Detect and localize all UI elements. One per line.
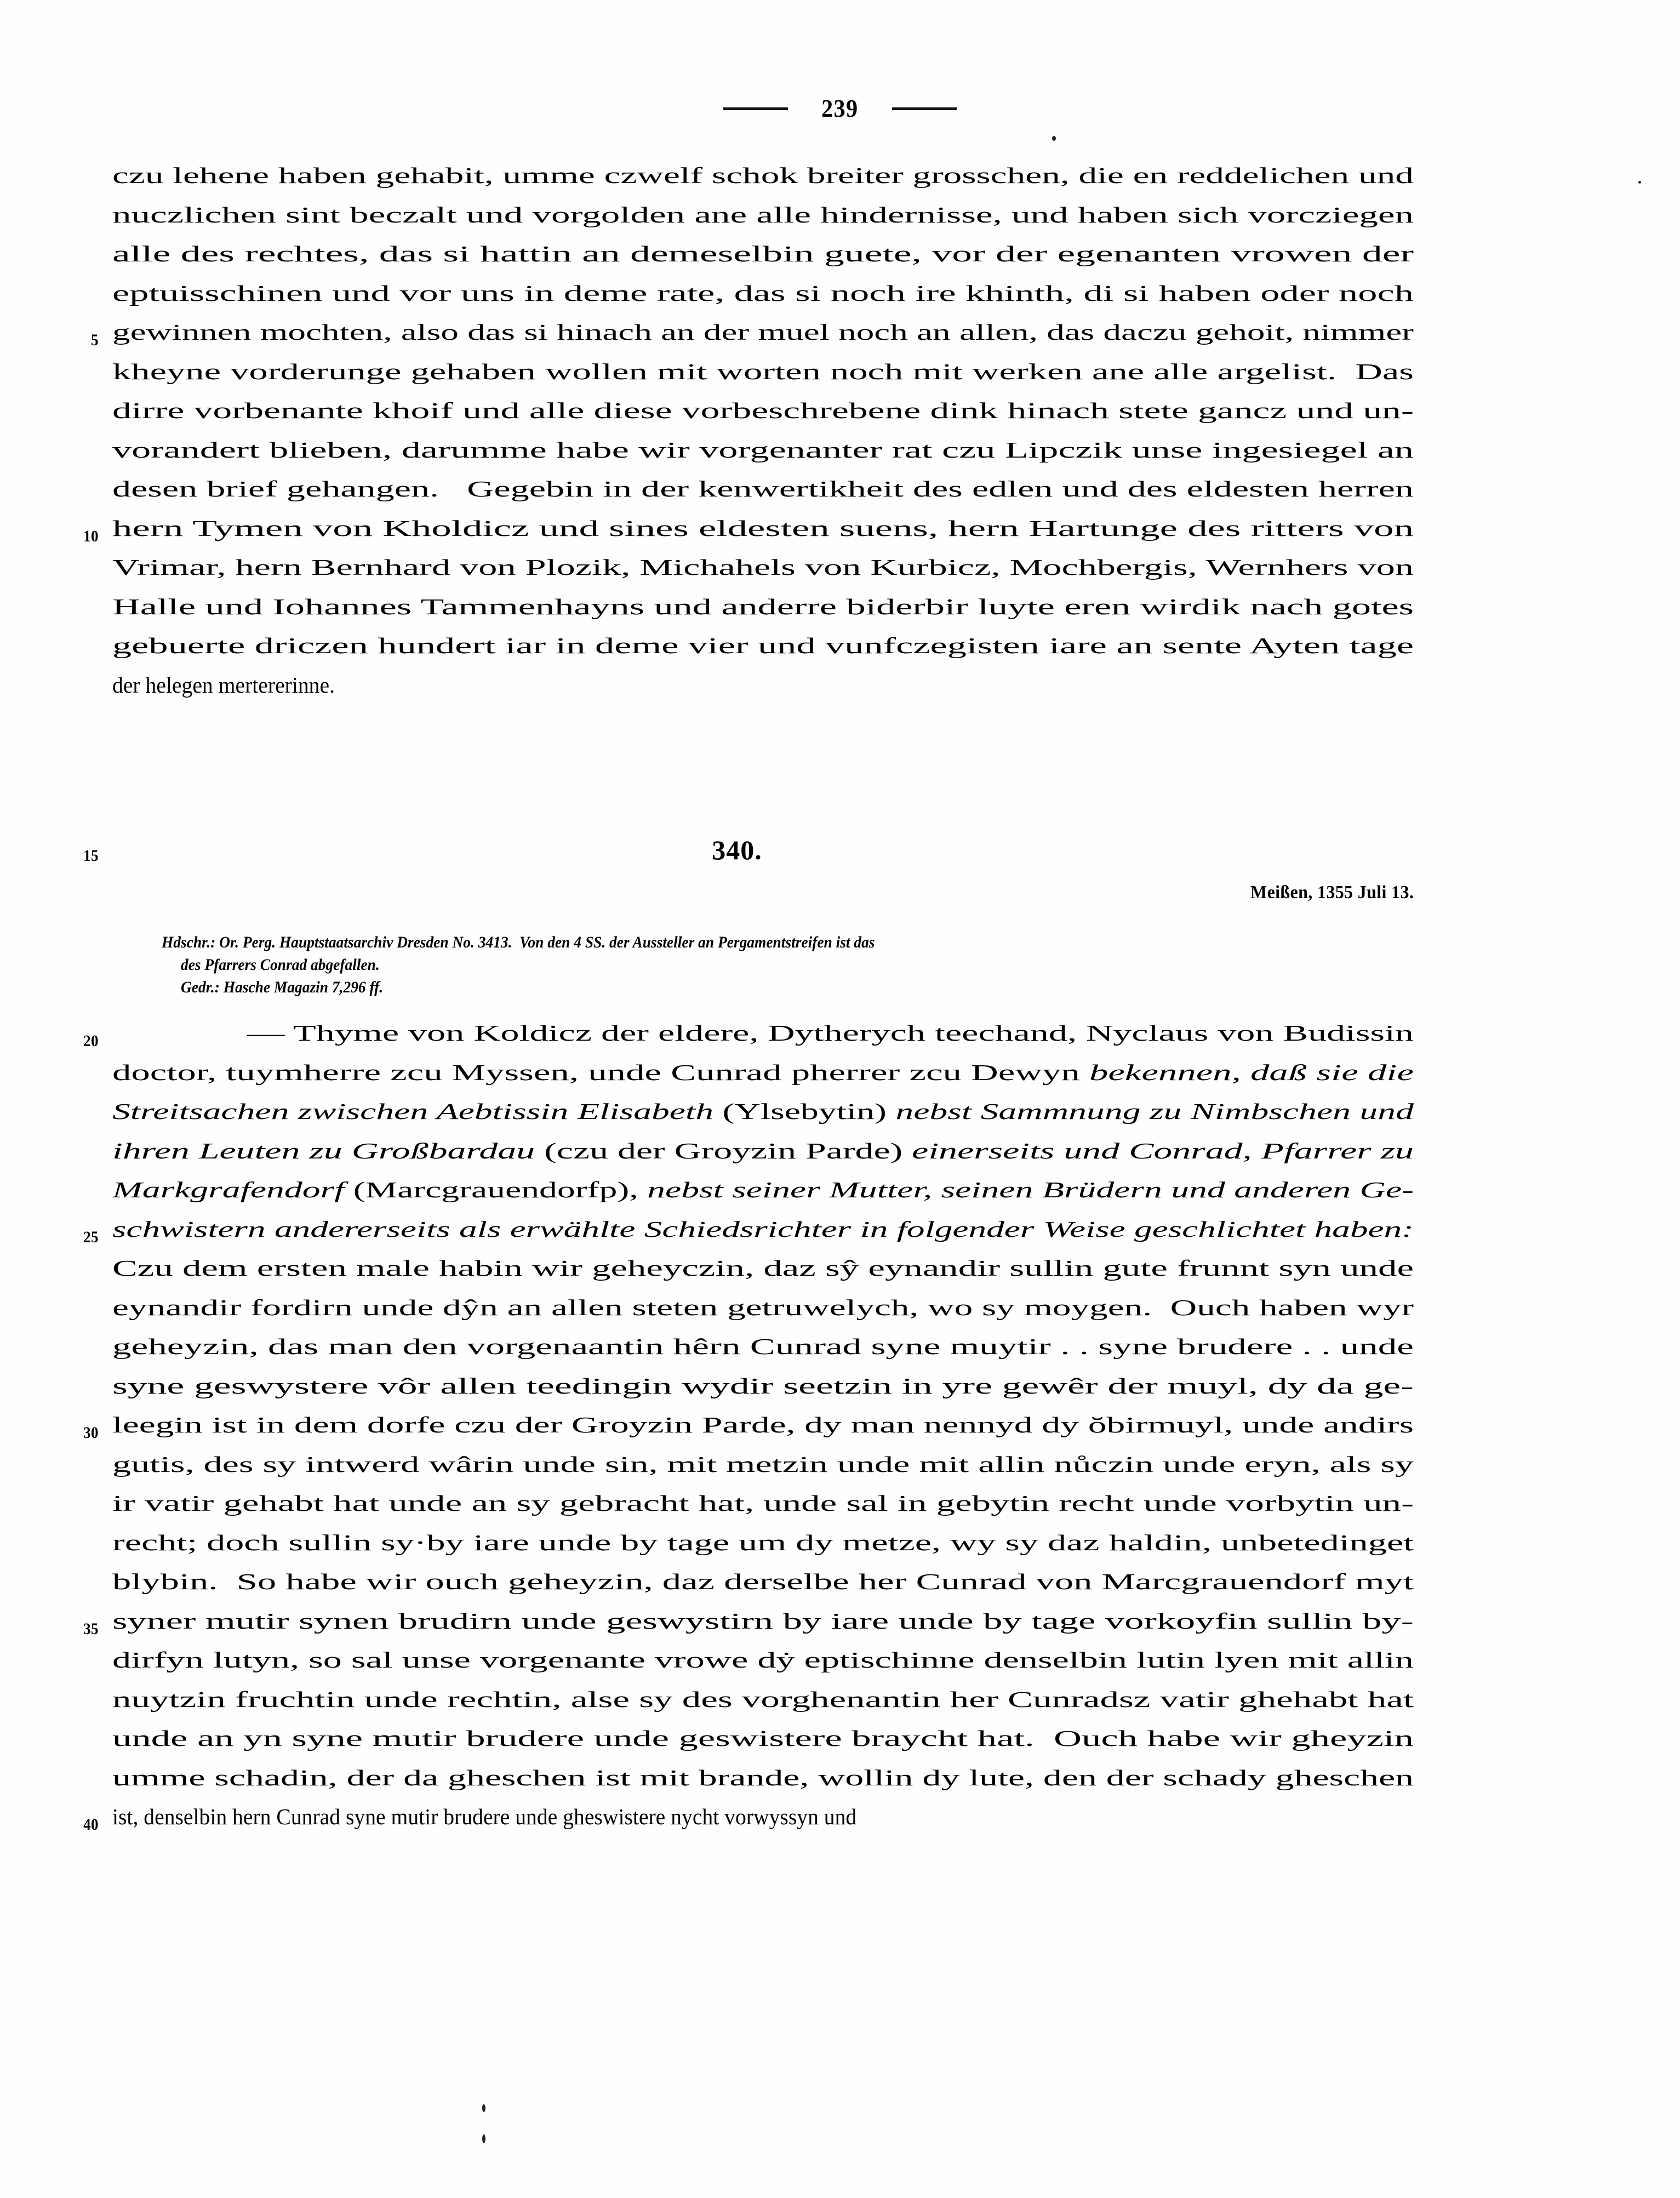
line-number: 25 [83, 1228, 99, 1246]
text-line: eptuisschinen und vor uns in deme rate, das si noch ire khinth, di si haben oder noch [112, 280, 1414, 306]
charter-text-roman: Czu dem ersten male habin wir geheyczin, daz sŷ eynandir sullin gute frunnt syn unde [112, 1255, 1414, 1281]
text-line: gebuerte driczen hundert iar in deme vier und vunfczegisten iare an sente Ayten tage [112, 633, 1414, 658]
charter-text-roman: doctor, tuymherre zcu Myssen, unde Cunrad pherrer zcu Dewyn [112, 1059, 1089, 1085]
charter-text-roman: recht; doch sullin sy·by iare unde by tage um dy metze, wy sy daz haldin, unbetedinget [112, 1529, 1414, 1555]
text-line: alle des rechtes, das si hattin an demeselbin guete, vor der egenanten vrowen der [112, 241, 1414, 266]
text-line: czu lehene haben gehabit, umme czwelf schok breiter grosschen, die en reddelichen und [112, 163, 1414, 188]
charter-number: 340. [712, 835, 762, 865]
charter-text-roman: syne geswystere vôr allen teedingin wydir seetzin in yre gewêr der muyl, dy da ge- [112, 1373, 1414, 1398]
text-line [112, 1529, 1414, 1571]
charter-text-roman: blybin. So habe wir ouch geheyzin, daz derselbe her Cunrad von Marcgrauendorf myt [112, 1569, 1414, 1594]
running-head [0, 96, 1680, 121]
text-line: der helegen mertererinne. [112, 672, 335, 698]
text-line [112, 1649, 1414, 1688]
apparatus-line: Gedr.: Hasche Magazin 7,296 ff. [181, 979, 384, 996]
regest-italic: ihren Leuten zu Großbardau [112, 1138, 545, 1163]
regest-italic: bekennen, daß sie die [1089, 1059, 1414, 1085]
regest-italic: einerseits und Conrad, Pfarrer zu [912, 1138, 1414, 1163]
header-rule-right [892, 107, 957, 110]
text-line: gewinnen mochten, also das si hinach an der muel noch an allen, das daczu gehoit, nimmer [112, 319, 1414, 345]
line-number: 40 [83, 1816, 99, 1834]
text-line [112, 1218, 1414, 1258]
line-number: 30 [83, 1424, 99, 1442]
text-line [112, 1610, 1414, 1649]
line-number: 10 [83, 527, 99, 545]
line-number: 35 [83, 1619, 99, 1638]
charter-text-roman: eynandir fordirn unde dŷn an allen steten getruwelych, wo sy moygen. Ouch haben wyr [112, 1294, 1414, 1320]
text-line: Halle und Iohannes Tammenhayns und anderre biderbir luyte eren wirdik nach gotes [112, 593, 1414, 619]
scan-speck [482, 2134, 485, 2143]
text-line [112, 1061, 1414, 1101]
text-line: dirre vorbenante khoif und alle diese vorbeschrebene dink hinach stete gancz und un- [112, 398, 1414, 423]
text-line: nuczlichen sint beczalt und vorgolden ane alle hindernisse, und haben sich vorcziegen [112, 202, 1414, 227]
charter-text-roman: — Thyme von Koldicz der eldere, Dytherych teechand, Nyclaus von Budissin [247, 1020, 1414, 1046]
text-line [112, 1100, 1414, 1140]
text-line [112, 1492, 1414, 1532]
scan-speck [1638, 181, 1641, 184]
apparatus-line: des Pfarrers Conrad abgefallen. [181, 956, 380, 974]
charter-text-roman: nuytzin fruchtin unde rechtin, alse sy des vorghenantin her Cunradsz vatir ghehabt hat [112, 1686, 1414, 1712]
regest-italic: nebst seiner Mutter, seinen Brüdern und anderen Ge- [647, 1177, 1414, 1202]
text-line: vorandert blieben, darumme habe wir vorgenanter rat czu Lipczik unse ingesiegel an [112, 437, 1414, 463]
text-line [112, 1257, 1414, 1297]
text-line: kheyne vorderunge gehaben wollen mit worten noch mit werken ane alle argelist. Das [112, 358, 1414, 384]
charter-text-roman: (Ylsebytin) [722, 1099, 896, 1124]
text-line [112, 1688, 1414, 1728]
text-line [112, 1140, 1414, 1179]
text-line [112, 1294, 1414, 1336]
regest-italic: schwistern andererseits als erwählte Schiedsrichter in folgender Weise geschlichtet haben: [112, 1216, 1414, 1242]
scan-speck [482, 2104, 485, 2112]
line-number: 15 [83, 847, 99, 865]
text-line: Vrimar, hern Bernhard von Plozik, Michahels von Kurbicz, Mochbergis, Wernhers von [112, 555, 1414, 580]
charter-340-apparatus [162, 932, 1438, 999]
line-number: 5 [91, 331, 99, 349]
charter-place-date: Meißen, 1355 Juli 13. [1250, 882, 1414, 903]
charter-text-roman: ir vatir gehabt hat unde an sy gebracht hat, unde sal in gebytin recht unde vorbytin un- [112, 1491, 1414, 1516]
charter-text-roman: syner mutir synen brudirn unde geswystirn by iare unde by tage vorkoyfin sullin by- [112, 1608, 1414, 1634]
text-line [112, 1767, 1414, 1806]
charter-text-roman: ist, denselbin hern Cunrad syne mutir brudere unde gheswistere nycht vorwyssyn und [112, 1804, 857, 1829]
text-line [112, 1806, 1414, 1845]
text-line [112, 1335, 1414, 1375]
text-line [112, 1179, 1414, 1218]
header-rule-left [723, 107, 788, 110]
text-line [112, 1727, 1414, 1767]
charter-text-roman: leegin ist in dem dorfe czu der Groyzin Parde, dy man nennyd dy ŏbirmuyl, unde andirs [112, 1412, 1414, 1437]
charter-text-roman: umme schadin, der da gheschen ist mit brande, wollin dy lute, den der schady gheschen [112, 1765, 1414, 1790]
charter-text-roman: dirfyn lutyn, so sal unse vorgenante vrowe dẏ eptischinne denselbin lutin lyen mit allin [112, 1647, 1414, 1672]
charter-text-roman: (czu der Groyzin Parde) [544, 1138, 912, 1163]
charter-text-roman: geheyzin, das man den vorgenaantin hêrn Cunrad syne muytir . . syne brudere . . unde [112, 1334, 1414, 1359]
text-line: hern Tymen von Kholdicz und sines eldesten suens, hern Hartunge des ritters von [112, 515, 1414, 541]
line-number: 20 [83, 1032, 99, 1050]
regest-italic: Streitsachen zwischen Aebtissin Elisabeth [112, 1099, 723, 1124]
apparatus-line: Hdschr.: Or. Perg. Hauptstaatsarchiv Dresden No. 3413. Von den 4 SS. der Aussteller an Pergamentstreifen ist das [162, 934, 875, 951]
charter-text-roman: gutis, des sy intwerd wârin unde sin, mit metzin unde mit allin nůczin unde eryn, als sy [112, 1451, 1414, 1477]
text-line [112, 1571, 1414, 1610]
regest-italic: Markgrafendorf [112, 1177, 353, 1202]
text-line [112, 1414, 1414, 1453]
text-line [112, 1453, 1414, 1493]
charter-text-roman: unde an yn syne mutir brudere unde geswistere braycht hat. Ouch habe wir gheyzin [112, 1726, 1414, 1751]
regest-italic: nebst Sammnung zu Nimbschen und [895, 1099, 1414, 1124]
text-line [112, 1022, 1414, 1061]
scan-speck [1052, 136, 1056, 141]
page-number: 239 [821, 94, 859, 122]
text-line: desen brief gehangen. Gegebin in der kenwertikheit des edlen und des eldesten herren [112, 476, 1414, 501]
text-line [112, 1375, 1414, 1414]
charter-text-roman: (Marcgrauendorfp), [353, 1177, 648, 1202]
